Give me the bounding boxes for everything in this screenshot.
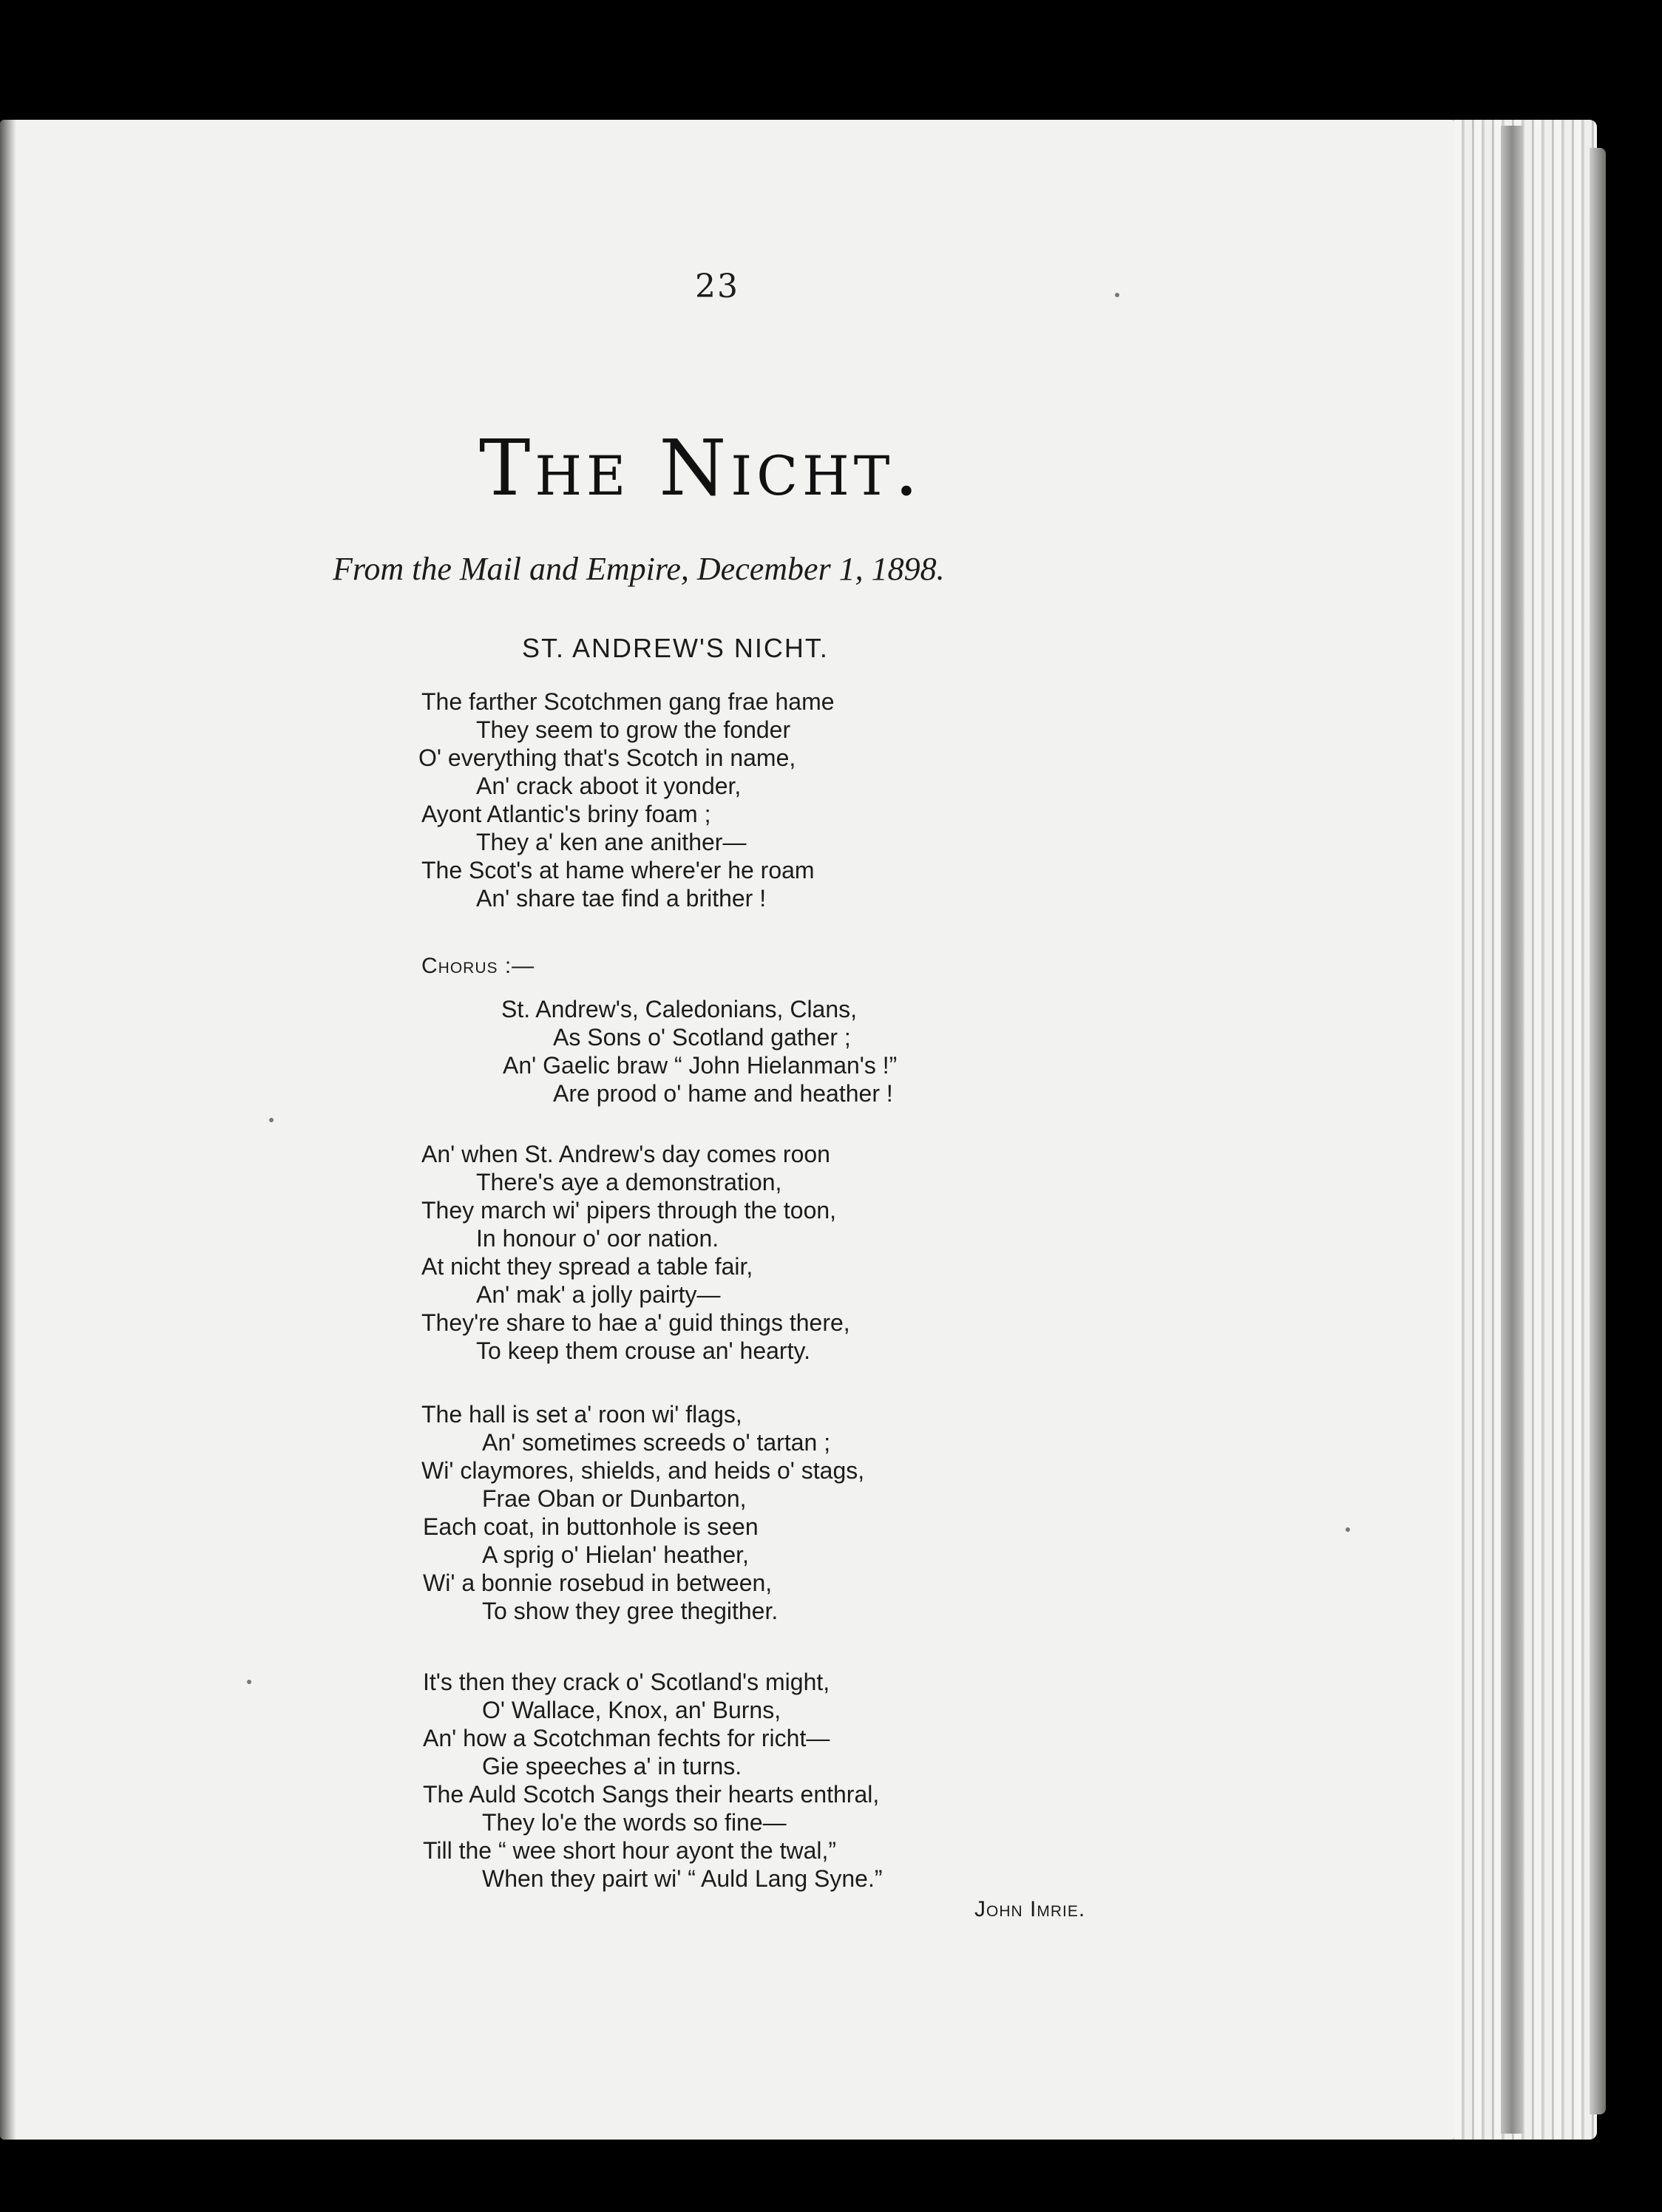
poem-line: The Auld Scotch Sangs their hearts enthral, xyxy=(423,1781,880,1808)
poem-line: In honour o' oor nation. xyxy=(476,1225,719,1252)
poem-line: Till the “ wee short hour ayont the twal,” xyxy=(423,1837,837,1864)
poem-line: O' everything that's Scotch in name, xyxy=(418,744,796,771)
poem-line: As Sons o' Scotland gather ; xyxy=(553,1024,851,1051)
poem-line: It's then they crack o' Scotland's might, xyxy=(423,1669,830,1695)
page-gutter-shadow xyxy=(0,120,16,2140)
poem-line: To keep them crouse an' hearty. xyxy=(476,1337,810,1364)
poem-line: They lo'e the words so fine— xyxy=(482,1809,787,1836)
poem-line: An' how a Scotchman fechts for richt— xyxy=(423,1725,830,1751)
chorus-label: Chorus :— xyxy=(421,954,535,978)
poem-line: Wi' claymores, shields, and heids o' stags, xyxy=(421,1457,865,1484)
scan-speck xyxy=(269,1118,274,1122)
poem-line: There's aye a demonstration, xyxy=(476,1169,782,1195)
poem-line: The farther Scotchmen gang frae hame xyxy=(421,688,835,715)
scan-speck xyxy=(247,1680,251,1684)
book-page-edge-shadow xyxy=(1501,126,1523,2134)
author-signature: John Imrie. xyxy=(974,1897,1086,1921)
source-line: From the Mail and Empire, December 1, 1898. xyxy=(333,551,945,587)
poem-line: They a' ken ane anither— xyxy=(476,829,747,855)
poem-line: A sprig o' Hielan' heather, xyxy=(482,1541,749,1568)
page-number: 23 xyxy=(695,268,739,305)
poem-line: The hall is set a' roon wi' flags, xyxy=(421,1401,742,1428)
poem-line: Frae Oban or Dunbarton, xyxy=(482,1485,747,1512)
scan-speck xyxy=(1115,293,1119,297)
poem-title: ST. ANDREW'S NICHT. xyxy=(522,633,829,663)
page-title: The Nicht. xyxy=(479,423,923,513)
poem-line: Ayont Atlantic's briny foam ; xyxy=(421,801,711,827)
poem-line: Are prood o' hame and heather ! xyxy=(553,1080,893,1107)
poem-line: At nicht they spread a table fair, xyxy=(421,1253,753,1280)
book-cover-edge xyxy=(1590,148,1606,2114)
poem-line: To show they gree thegither. xyxy=(482,1598,779,1624)
poem-line: An' Gaelic braw “ John Hielanman's !” xyxy=(503,1052,898,1079)
poem-line: An' sometimes screeds o' tartan ; xyxy=(482,1429,831,1456)
poem-line: Each coat, in buttonhole is seen xyxy=(423,1513,759,1540)
poem-line: The Scot's at hame where'er he roam xyxy=(421,857,815,883)
poem-line: An' crack aboot it yonder, xyxy=(476,773,742,799)
poem-line: They're share to hae a' guid things there, xyxy=(421,1309,850,1336)
poem-line: They march wi' pipers through the toon, xyxy=(421,1197,837,1224)
poem-line: An' share tae find a brither ! xyxy=(476,885,767,912)
poem-line: An' mak' a jolly pairty— xyxy=(476,1281,721,1308)
poem-line: When they pairt wi' “ Auld Lang Syne.” xyxy=(482,1865,883,1892)
poem-line: Wi' a bonnie rosebud in between, xyxy=(423,1570,773,1596)
scan-speck xyxy=(1346,1527,1350,1532)
poem-line: They seem to grow the fonder xyxy=(476,716,791,743)
poem-line: O' Wallace, Knox, an' Burns, xyxy=(482,1697,781,1723)
poem-line: St. Andrew's, Caledonians, Clans, xyxy=(501,996,858,1022)
poem-line: Gie speeches a' in turns. xyxy=(482,1753,742,1780)
poem-line: An' when St. Andrew's day comes roon xyxy=(421,1141,830,1167)
